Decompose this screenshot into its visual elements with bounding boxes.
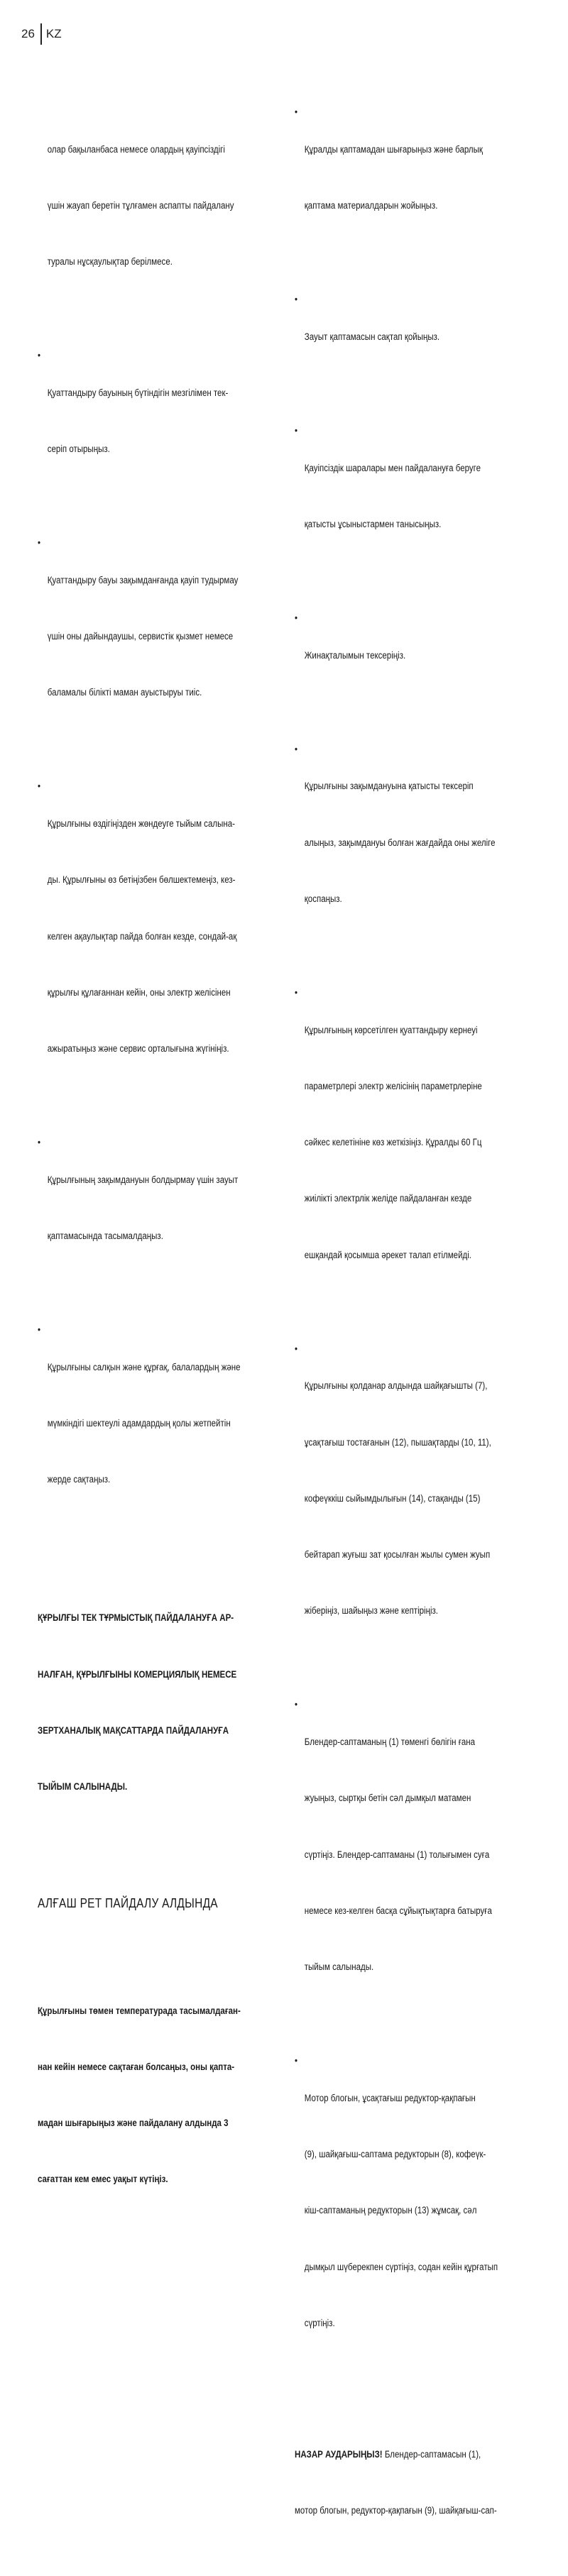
- text-line: дымқыл шүберекпен сүртіңіз, содан кейін құрғатып: [304, 2261, 498, 2272]
- text-line: жіберіңіз, шайыңыз және кептіріңіз.: [304, 1605, 439, 1617]
- text-line: бейтарап жуғыш зат қосылған жылы сумен жуып: [304, 1549, 491, 1561]
- text-line: ажыратыңыз және сервис орталығына жүгініңіз.: [47, 1043, 229, 1055]
- text-line: ешқандай қосымша әрекет талап етілмейді.: [304, 1249, 471, 1260]
- text-line: ұсақтағыш тостағанын (12), пышақтарды (10, 11),: [304, 1436, 491, 1448]
- text-line: серіп отырыңыз.: [47, 444, 110, 455]
- text-line: ҚҰРЫЛҒЫ ТЕК ТҰРМЫСТЫҚ ПАЙДАЛАНУҒА АР-: [38, 1612, 234, 1624]
- text-line: жерде сақтаңыз.: [47, 1474, 111, 1485]
- text-line: нан кейін немесе сақтаған болсаңыз, оны қапта-: [38, 2061, 235, 2072]
- text-line: • Құрылғыны өздігіңізден жөндеуге тыйым салына-: [47, 818, 235, 830]
- text-line: (9), шайқағыш-саптама редукторын (8), кофеүк-: [304, 2149, 486, 2160]
- bullet-item: [295, 290, 545, 384]
- left-column: [38, 65, 282, 2245]
- text-line: • Құрылғыны салқын және құрғақ, балалардың және: [47, 1362, 241, 1373]
- bullet-item: [295, 2052, 545, 2370]
- bullet-item: [295, 1695, 545, 2014]
- text-line: • Блендер-саптаманың (1) төменгі бөлігін ғана: [304, 1736, 476, 1748]
- bullet-item: [295, 422, 545, 571]
- text-line: кіш-саптаманың редукторын (13) жұмсақ, сәл: [304, 2205, 477, 2216]
- text-line: сәйкес келетініне көз жеткізіңіз. Құралды 60 Гц: [304, 1137, 482, 1148]
- page-number: 26: [21, 27, 35, 40]
- bullet-item: [38, 346, 282, 496]
- text-line: туралы нұсқаулықтар берілмесе.: [47, 256, 173, 268]
- text-line: тыйым салынады.: [304, 1961, 374, 1973]
- bullet-item: [38, 777, 282, 1096]
- bullet-item: [295, 103, 545, 253]
- text-line: қаптама материалдарын жойыңыз.: [304, 199, 438, 211]
- section-title: АЛҒАШ РЕТ ПАЙДАЛУ АЛДЫНДА: [38, 1896, 218, 1910]
- text-line: қаптамасында тасымалдаңыз.: [47, 1231, 163, 1242]
- attention-label: НАЗАР АУДАРЫҢЫЗ!: [295, 2448, 383, 2460]
- text-line: келген ақаулықтар пайда болған кезде, сондай-ақ: [47, 930, 237, 942]
- text-line: [295, 2445, 545, 2464]
- text-line: параметрлері электр желісінің параметрлеріне: [304, 1080, 482, 1091]
- text-line: • Қауіпсіздік шаралары мен пайдалануға беруге: [304, 462, 481, 473]
- right-column: [295, 65, 545, 2576]
- text-line: ТЫЙЫМ САЛЫНАДЫ.: [38, 1780, 128, 1792]
- text-line: • Мотор блогын, ұсақтағыш редуктор-қақпағын: [304, 2092, 476, 2103]
- text-line: ды. Құрылғыны өз бетіңізбен бөлшектемеңіз, кез-: [47, 874, 236, 886]
- text-line: • Зауыт қаптамасын сақтап қойыңыз.: [304, 331, 440, 342]
- bullet-item: [38, 1133, 282, 1283]
- bullet-item: [295, 984, 545, 1302]
- bullet-item: [38, 534, 282, 739]
- page-header: [21, 24, 62, 44]
- text-line: сағаттан кем емес уақыт күтіңіз.: [38, 2174, 168, 2185]
- text-line: сүртіңіз. Блендер-саптаманы (1) толығымен суға: [304, 1849, 490, 1860]
- text-line: олар бақыланбаса немесе олардың қауіпсіздігі: [47, 143, 225, 155]
- text-line: үшін оны дайындаушы, сервистік қызмет немесе: [47, 631, 234, 642]
- header-divider: [40, 23, 42, 45]
- text-line: алыңыз, зақымдануы болған жағдайда оны желіге: [304, 837, 496, 848]
- text-line: • Құрылғының көрсетілген қуаттандыру кернеуі: [304, 1024, 478, 1035]
- text-line: кофеүккіш сыйымдылығын (14), стақанды (15): [304, 1492, 481, 1504]
- intro-paragraph: [38, 1964, 282, 2227]
- text-line: • Құрылғының зақымдануын болдырмау үшін зауыт: [47, 1174, 239, 1185]
- text-line: • Қуаттандыру бауының бүтіндігін мезгілімен тек-: [47, 387, 229, 398]
- text-line: жиілікті электрлік желіде пайдаланған кезде: [304, 1193, 472, 1204]
- text-line: Құрылғыны төмен температурада тасымалдаған-: [38, 2005, 241, 2016]
- text-line: үшін жауап беретін тұлғамен аспапты пайдалану: [47, 199, 234, 211]
- warning-block: [38, 1572, 282, 1834]
- text-line: жуыңыз, сыртқы бетін сәл дымқыл матамен: [304, 1793, 471, 1804]
- continued-paragraph: [38, 103, 282, 309]
- text-line: қатысты ұсыныстармен танысыңыз.: [304, 518, 442, 529]
- text-line: • Құрылғыны қолданар алдында шайқағышты (7),: [304, 1380, 488, 1392]
- text-line: • Құралды қаптамадан шығарыңыз және барлық: [304, 143, 483, 155]
- text-line: ЗЕРТХАНАЛЫҚ МАҚСАТТАРДА ПАЙДАЛАНУҒА: [38, 1724, 229, 1736]
- attention-note: [295, 2408, 545, 2558]
- text-line: мүмкіндігі шектеулі адамдардың қолы жетпейтін: [47, 1418, 231, 1429]
- note-text: Блендер-саптамасын (1),: [382, 2448, 481, 2460]
- text-line: • Жинақталымын тексеріңіз.: [304, 649, 406, 661]
- bullet-item: [295, 1340, 545, 1658]
- text-line: құрылғы құлағаннан кейін, оны электр желісінен: [47, 986, 231, 998]
- language-code: KZ: [45, 27, 62, 40]
- bullet-item: [38, 1321, 282, 1526]
- text-line: баламалы білікті маман ауыстыруы тиіс.: [47, 687, 202, 698]
- text-line: мадан шығарыңыз және пайдалану алдында 3: [38, 2118, 229, 2129]
- text-line: сүртіңіз.: [304, 2317, 335, 2328]
- text-line: немесе кез-келген басқа сұйықтықтарға батыруға: [304, 1905, 492, 1916]
- text-line: мотор блогын, редуктор-қақпағын (9), шайқағыш-сап-: [295, 2504, 497, 2516]
- text-line: қоспаңыз.: [304, 893, 342, 904]
- bullet-item: [295, 609, 545, 703]
- text-line: • Құрылғыны зақымдануына қатысты тексеріп: [304, 781, 474, 792]
- bullet-item: [295, 740, 545, 946]
- text-line: • Қуаттандыру бауы зақымданғанда қауіп тудырмау: [47, 574, 239, 585]
- text-line: НАЛҒАН, ҚҰРЫЛҒЫНЫ КОМЕРЦИЯЛЫҚ НЕМЕСЕ: [38, 1668, 237, 1680]
